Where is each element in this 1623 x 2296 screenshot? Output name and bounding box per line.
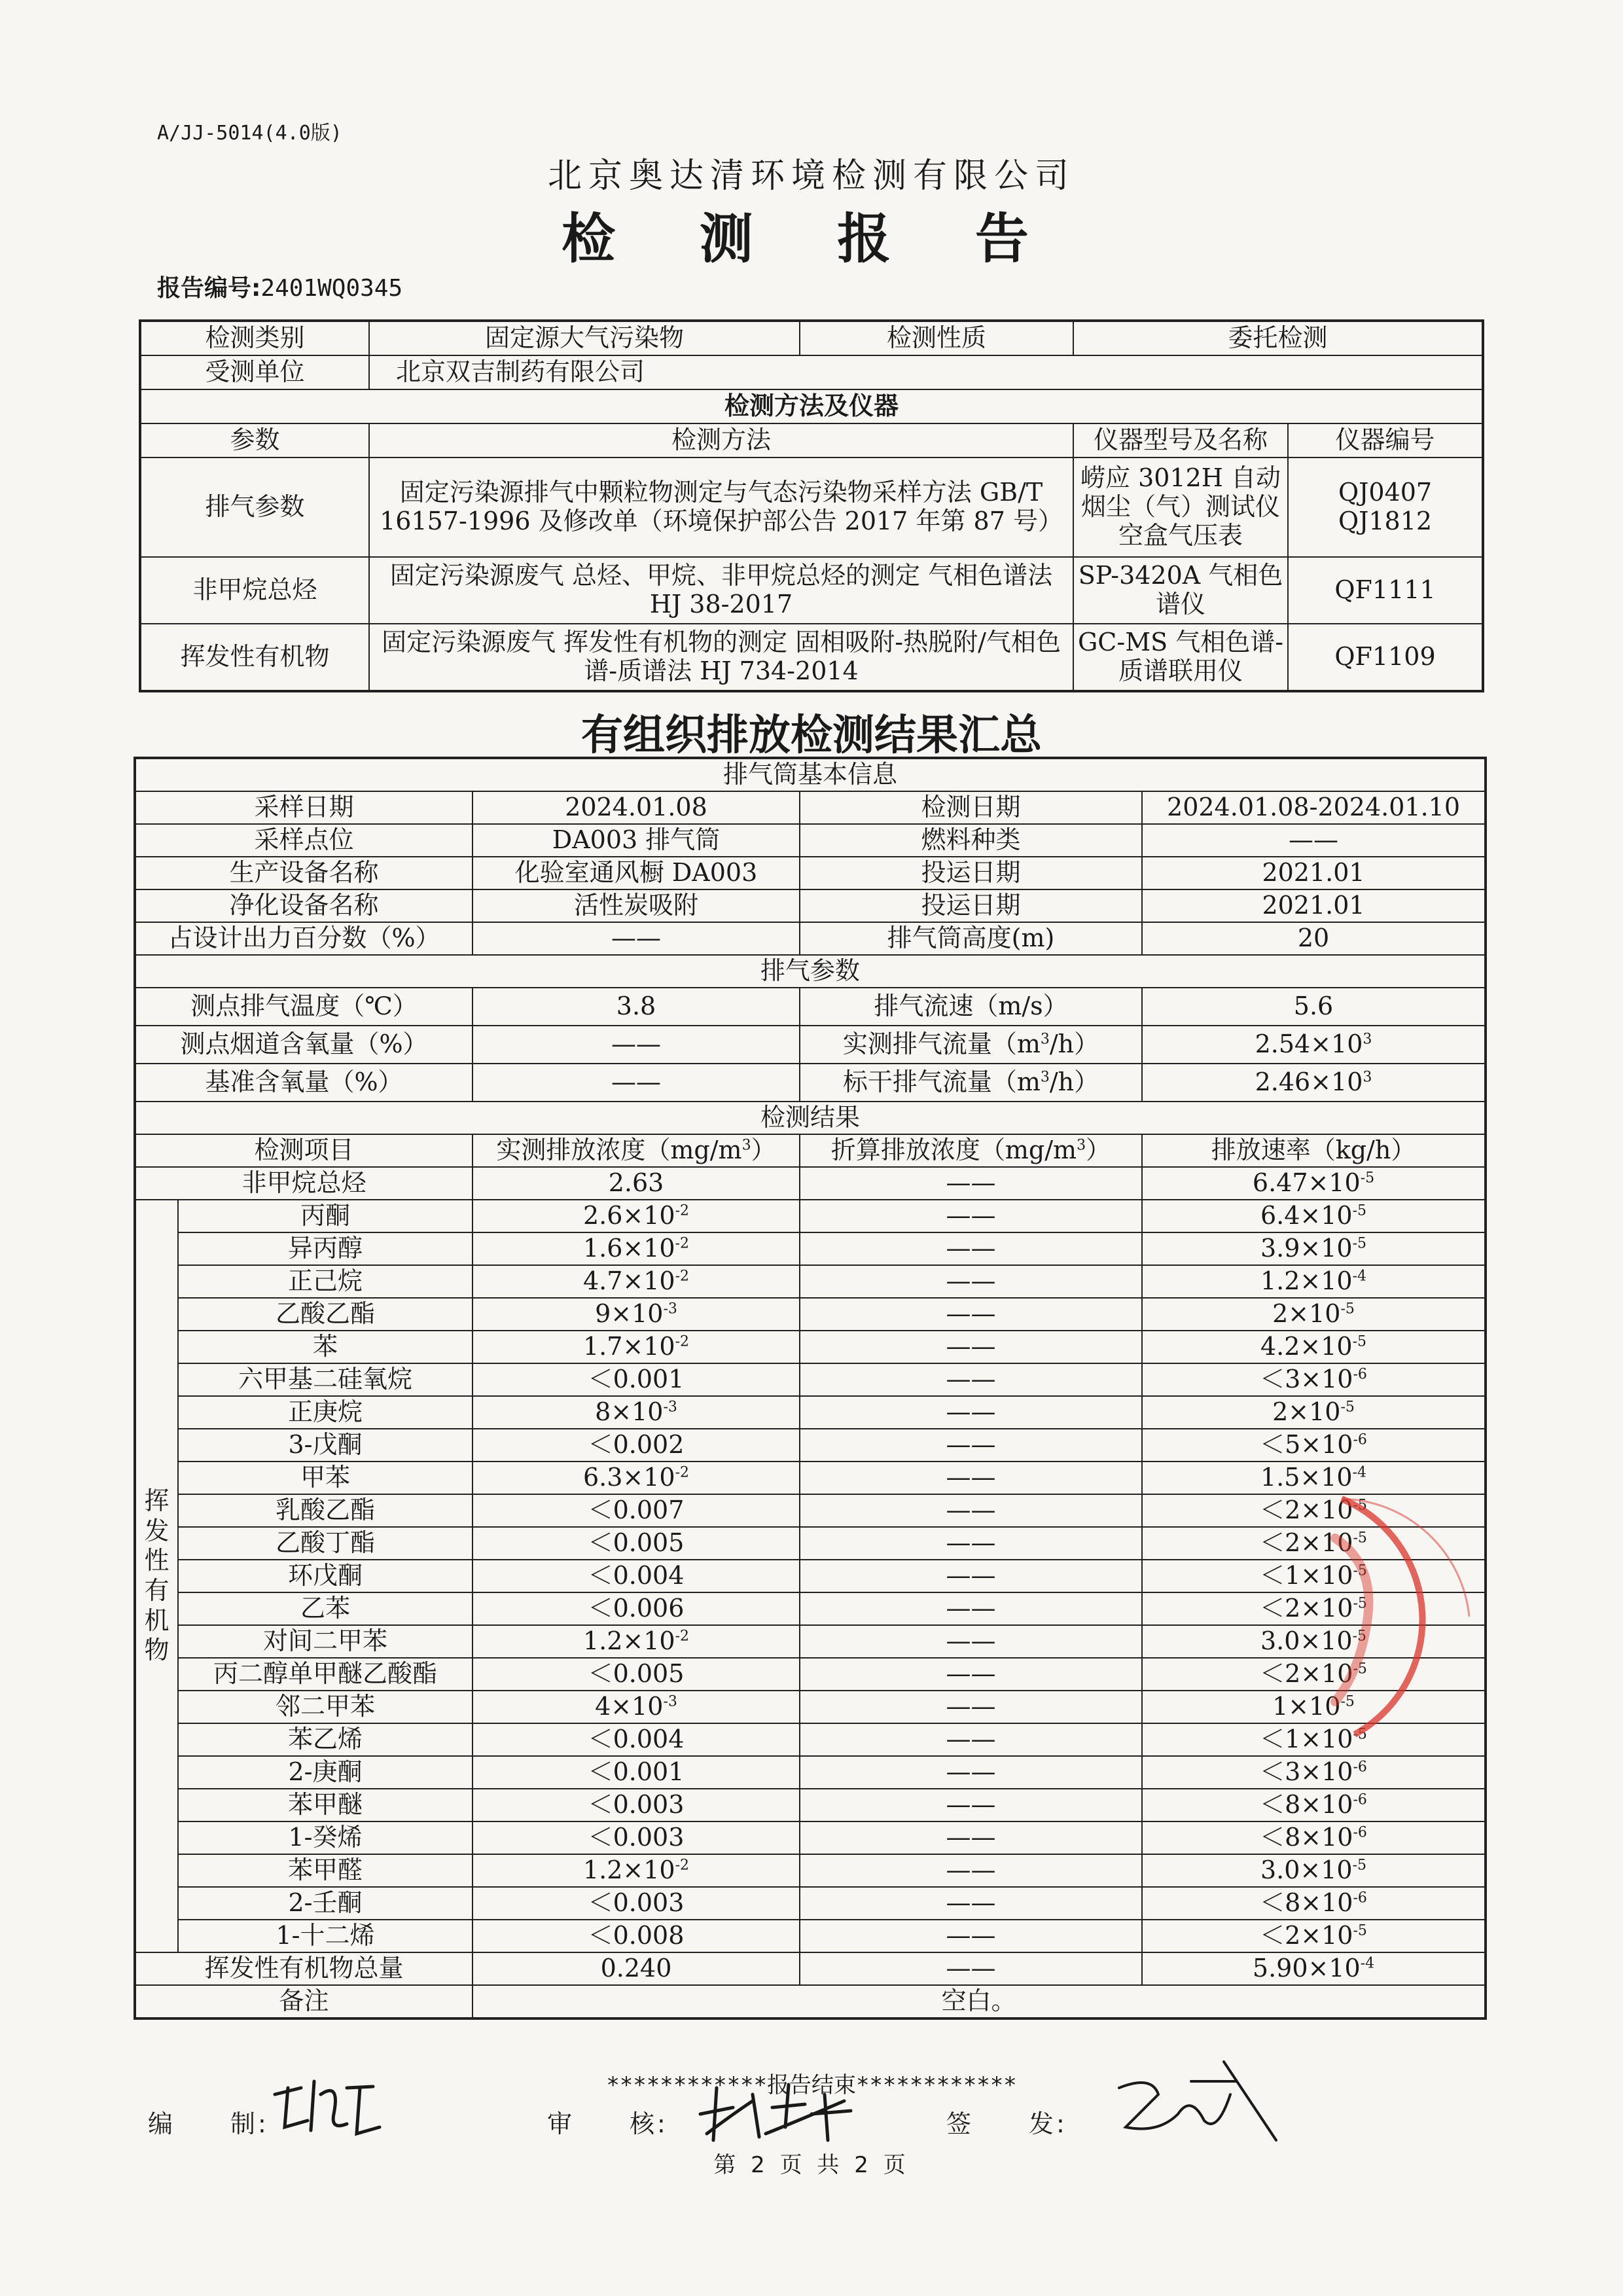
voc-rate: $<3\times 10^{-6}$ [1142,1756,1486,1789]
voc-row [135,1363,1486,1396]
voc-row [135,1920,1486,1952]
purifier-value: 活性炭吸附 [473,889,800,922]
voc-converted: —— [800,1658,1142,1691]
voc-name: 邻二甲苯 [178,1691,473,1723]
load-value: —— [473,922,800,955]
voc-rate: $<1\times 10^{-5}$ [1142,1560,1486,1592]
flow-label: 实测排气流量$(m^3/h)$ [800,1026,1142,1064]
voc-converted: —— [800,1462,1142,1494]
voc-measured: ＜0.007 [473,1494,800,1527]
reviewer-signature [694,2075,864,2147]
report-end-line: ************报告结束************ [606,2072,1017,2098]
nmhc-converted: —— [800,1167,1142,1200]
voc-row [135,1429,1486,1462]
base-o2-value: —— [473,1064,800,1102]
issuer-signature [1113,2055,1283,2147]
voc-name: 对间二甲苯 [178,1625,473,1658]
voc-measured: $1.2\times 10^{-2}$ [473,1625,800,1658]
voc-name: 3-戊酮 [178,1429,473,1462]
client-value: 北京双吉制药有限公司 [369,355,1483,389]
height-value: 20 [1142,922,1486,955]
compiler-label: 编 制: [148,2109,269,2138]
voc-rate: $<3\times 10^{-6}$ [1142,1363,1486,1396]
fuel-value: —— [1142,824,1486,857]
category-label: 检测类别 [140,321,369,355]
category-value: 固定源大气污染物 [369,321,800,355]
voc-measured: ＜0.001 [473,1756,800,1789]
method-param: 挥发性有机物 [140,624,369,691]
voc-row [135,1821,1486,1854]
voc-row [135,1265,1486,1298]
voc-name: 苯甲醛 [178,1854,473,1887]
voc-measured: $2.6\times 10^{-2}$ [473,1200,800,1232]
equipment-value: 化验室通风橱 DA003 [473,857,800,889]
nmhc-measured: 2.63 [473,1167,800,1200]
voc-measured: $4.7\times 10^{-2}$ [473,1265,800,1298]
voc-name: 正己烷 [178,1265,473,1298]
voc-name: 苯乙烯 [178,1723,473,1756]
voc-rate: $<5\times 10^{-6}$ [1142,1429,1486,1462]
results-table [134,757,1487,2020]
voc-measured: ＜0.006 [473,1592,800,1625]
voc-name: 乳酸乙酯 [178,1494,473,1527]
basic-section-title: 排气筒基本信息 [135,758,1486,791]
voc-rate: $1\times 10^{-5}$ [1142,1691,1486,1723]
result-header: 实测排放浓度$(mg/m^3)$ [473,1134,800,1167]
voc-name: 苯 [178,1331,473,1363]
voc-rate: $<1\times 10^{-5}$ [1142,1723,1486,1756]
voc-row [135,1200,1486,1232]
voc-converted: —— [800,1821,1142,1854]
voc-measured: $8\times 10^{-3}$ [473,1396,800,1429]
company-seal [1315,1486,1512,1748]
voc-converted: —— [800,1756,1142,1789]
voc-row [135,1560,1486,1592]
remark-label: 备注 [135,1985,473,2018]
voc-rate: $<8\times 10^{-6}$ [1142,1821,1486,1854]
result-header: 排放速率（kg/h） [1142,1134,1486,1167]
voc-rate: $<2\times 10^{-5}$ [1142,1527,1486,1560]
voc-measured: ＜0.003 [473,1789,800,1821]
company-name: 北京奥达清环境检测有限公司 [547,156,1075,196]
voc-row [135,1396,1486,1429]
voc-name: 丙二醇单甲醚乙酸酯 [178,1658,473,1691]
voc-rate: $<2\times 10^{-5}$ [1142,1592,1486,1625]
voc-rate: $<8\times 10^{-6}$ [1142,1789,1486,1821]
voc-row [135,1854,1486,1887]
form-code: A/JJ-5014(4.0版) [157,122,342,145]
voc-rate: $4.2\times 10^{-5}$ [1142,1331,1486,1363]
base-o2-label: 基准含氧量（%） [135,1064,473,1102]
voc-row [135,1232,1486,1265]
method-instrument: SP-3420A 气相色谱仪 [1073,557,1288,624]
std-flow-value: $2.46\times 10^3$ [1142,1064,1486,1102]
velocity-value: 5.6 [1142,988,1486,1026]
method-text: 固定污染源排气中颗粒物测定与气态污染物采样方法 GB/T 16157-1996 及修改单（环境保护部公告 2017 年第 87 号） [369,457,1073,557]
voc-rate: $2\times 10^{-5}$ [1142,1298,1486,1331]
methods-section-title: 检测方法及仪器 [140,389,1483,423]
voc-measured: $1.6\times 10^{-2}$ [473,1232,800,1265]
std-flow-label: 标干排气流量$(m^3/h)$ [800,1064,1142,1102]
height-label: 排气筒高度(m) [800,922,1142,955]
voc-converted: —— [800,1527,1142,1560]
method-instrument-no: QF1111 [1288,557,1483,624]
voc-converted: —— [800,1560,1142,1592]
voc-converted: —— [800,1887,1142,1920]
results-section-title: 检测结果 [135,1102,1486,1134]
voc-total-converted: —— [800,1952,1142,1985]
summary-title: 有组织排放检测结果汇总 [581,711,1042,760]
remark-value: 空白。 [473,1985,1486,2018]
exhaust-section-title: 排气参数 [135,955,1486,988]
voc-row [135,1789,1486,1821]
voc-rate: $<2\times 10^{-5}$ [1142,1920,1486,1952]
voc-measured: ＜0.002 [473,1429,800,1462]
reviewer-label: 审 核: [547,2109,668,2138]
methods-header: 仪器编号 [1288,423,1483,457]
point-label: 采样点位 [135,824,473,857]
voc-converted: —— [800,1200,1142,1232]
voc-measured: ＜0.004 [473,1560,800,1592]
voc-measured: $9\times 10^{-3}$ [473,1298,800,1331]
voc-row [135,1298,1486,1331]
voc-converted: —— [800,1625,1142,1658]
voc-name: 丙酮 [178,1200,473,1232]
fuel-label: 燃料种类 [800,824,1142,857]
voc-name: 环戊酮 [178,1560,473,1592]
method-instrument: 崂应 3012H 自动烟尘（气）测试仪 空盒气压表 [1073,457,1288,557]
document-title: 检 测 报 告 [562,208,1061,270]
voc-total-measured: 0.240 [473,1952,800,1985]
voc-converted: —— [800,1494,1142,1527]
voc-row [135,1527,1486,1560]
voc-measured: ＜0.008 [473,1920,800,1952]
voc-measured: ＜0.004 [473,1723,800,1756]
voc-converted: —— [800,1789,1142,1821]
methods-header: 参数 [140,423,369,457]
method-instrument-no: QF1109 [1288,624,1483,691]
voc-name: 异丙醇 [178,1232,473,1265]
voc-measured: ＜0.005 [473,1527,800,1560]
voc-converted: —— [800,1232,1142,1265]
voc-rate: $2\times 10^{-5}$ [1142,1396,1486,1429]
equip-op-value: 2021.01 [1142,857,1486,889]
equip-op-label: 投运日期 [800,857,1142,889]
voc-row [135,1658,1486,1691]
voc-converted: —— [800,1723,1142,1756]
load-label: 占设计出力百分数（%） [135,922,473,955]
test-date-value: 2024.01.08-2024.01.10 [1142,791,1486,824]
voc-name: 2-庚酮 [178,1756,473,1789]
voc-converted: —— [800,1691,1142,1723]
voc-converted: —— [800,1331,1142,1363]
voc-rate: $3.9\times 10^{-5}$ [1142,1232,1486,1265]
voc-total-name: 挥发性有机物总量 [135,1952,473,1985]
nmhc-name: 非甲烷总烃 [135,1167,473,1200]
issuer-label: 签 发: [946,2109,1067,2138]
voc-name: 2-壬酮 [178,1887,473,1920]
result-header: 检测项目 [135,1134,473,1167]
voc-converted: —— [800,1265,1142,1298]
voc-row [135,1331,1486,1363]
methods-header: 仪器型号及名称 [1073,423,1288,457]
voc-converted: —— [800,1429,1142,1462]
voc-row [135,1592,1486,1625]
method-instrument: GC-MS 气相色谱-质谱联用仪 [1073,624,1288,691]
report-number-value: 2401WQ0345 [260,275,403,302]
voc-row [135,1756,1486,1789]
voc-rate: $1.2\times 10^{-4}$ [1142,1265,1486,1298]
voc-name: 1-十二烯 [178,1920,473,1952]
voc-rate: $<2\times 10^{-5}$ [1142,1658,1486,1691]
voc-name: 苯甲醚 [178,1789,473,1821]
voc-rate: $3.0\times 10^{-5}$ [1142,1625,1486,1658]
voc-converted: —— [800,1592,1142,1625]
method-instrument-no: QJ0407 QJ1812 [1288,457,1483,557]
sampling-date-value: 2024.01.08 [473,791,800,824]
temp-value: 3.8 [473,988,800,1026]
methods-table [139,319,1484,692]
velocity-label: 排气流速（m/s） [800,988,1142,1026]
voc-rate: $1.5\times 10^{-4}$ [1142,1462,1486,1494]
point-value: DA003 排气筒 [473,824,800,857]
voc-name: 甲苯 [178,1462,473,1494]
method-param: 非甲烷总烃 [140,557,369,624]
purifier-label: 净化设备名称 [135,889,473,922]
voc-name: 六甲基二硅氧烷 [178,1363,473,1396]
voc-total-rate: $5.90\times 10^{-4}$ [1142,1952,1486,1985]
nature-value: 委托检测 [1073,321,1483,355]
voc-row [135,1625,1486,1658]
voc-name: 乙酸乙酯 [178,1298,473,1331]
voc-rate: $<8\times 10^{-6}$ [1142,1887,1486,1920]
voc-row [135,1723,1486,1756]
voc-measured: $1.2\times 10^{-2}$ [473,1854,800,1887]
voc-converted: —— [800,1854,1142,1887]
voc-measured: $4\times 10^{-3}$ [473,1691,800,1723]
compiler-signature [268,2068,386,2140]
o2-value: —— [473,1026,800,1064]
nature-label: 检测性质 [800,321,1073,355]
voc-row [135,1494,1486,1527]
voc-name: 正庚烷 [178,1396,473,1429]
voc-converted: —— [800,1298,1142,1331]
nmhc-rate: $6.47\times 10^{-5}$ [1142,1167,1486,1200]
test-date-label: 检测日期 [800,791,1142,824]
result-header: 折算排放浓度$(mg/m^3)$ [800,1134,1142,1167]
voc-converted: —— [800,1920,1142,1952]
voc-converted: —— [800,1363,1142,1396]
temp-label: 测点排气温度（℃） [135,988,473,1026]
voc-row [135,1887,1486,1920]
voc-name: 1-癸烯 [178,1821,473,1854]
report-number-label: 报告编号: [157,275,261,302]
sampling-date-label: 采样日期 [135,791,473,824]
page-number: 第 2 页 共 2 页 [713,2152,910,2178]
method-param: 排气参数 [140,457,369,557]
flow-value: $2.54\times 10^3$ [1142,1026,1486,1064]
method-text: 固定污染源废气 挥发性有机物的测定 固相吸附-热脱附/气相色谱-质谱法 HJ 734-2014 [369,624,1073,691]
purifier-op-value: 2021.01 [1142,889,1486,922]
purifier-op-label: 投运日期 [800,889,1142,922]
method-text: 固定污染源废气 总烃、甲烷、非甲烷总烃的测定 气相色谱法 HJ 38-2017 [369,557,1073,624]
voc-name: 乙酸丁酯 [178,1527,473,1560]
client-label: 受测单位 [140,355,369,389]
voc-converted: —— [800,1396,1142,1429]
voc-rate: $3.0\times 10^{-5}$ [1142,1854,1486,1887]
voc-measured: $1.7\times 10^{-2}$ [473,1331,800,1363]
voc-row [135,1462,1486,1494]
voc-name: 乙苯 [178,1592,473,1625]
voc-rate: $<2\times 10^{-5}$ [1142,1494,1486,1527]
voc-measured: ＜0.003 [473,1821,800,1854]
o2-label: 测点烟道含氧量（%） [135,1026,473,1064]
voc-group-label: 挥 发 性 有 机 物 [135,1200,178,1952]
voc-measured: $6.3\times 10^{-2}$ [473,1462,800,1494]
voc-measured: ＜0.005 [473,1658,800,1691]
voc-measured: ＜0.003 [473,1887,800,1920]
voc-row [135,1691,1486,1723]
methods-header: 检测方法 [369,423,1073,457]
report-number [157,270,402,303]
voc-measured: ＜0.001 [473,1363,800,1396]
equipment-label: 生产设备名称 [135,857,473,889]
voc-rate: $6.4\times 10^{-5}$ [1142,1200,1486,1232]
